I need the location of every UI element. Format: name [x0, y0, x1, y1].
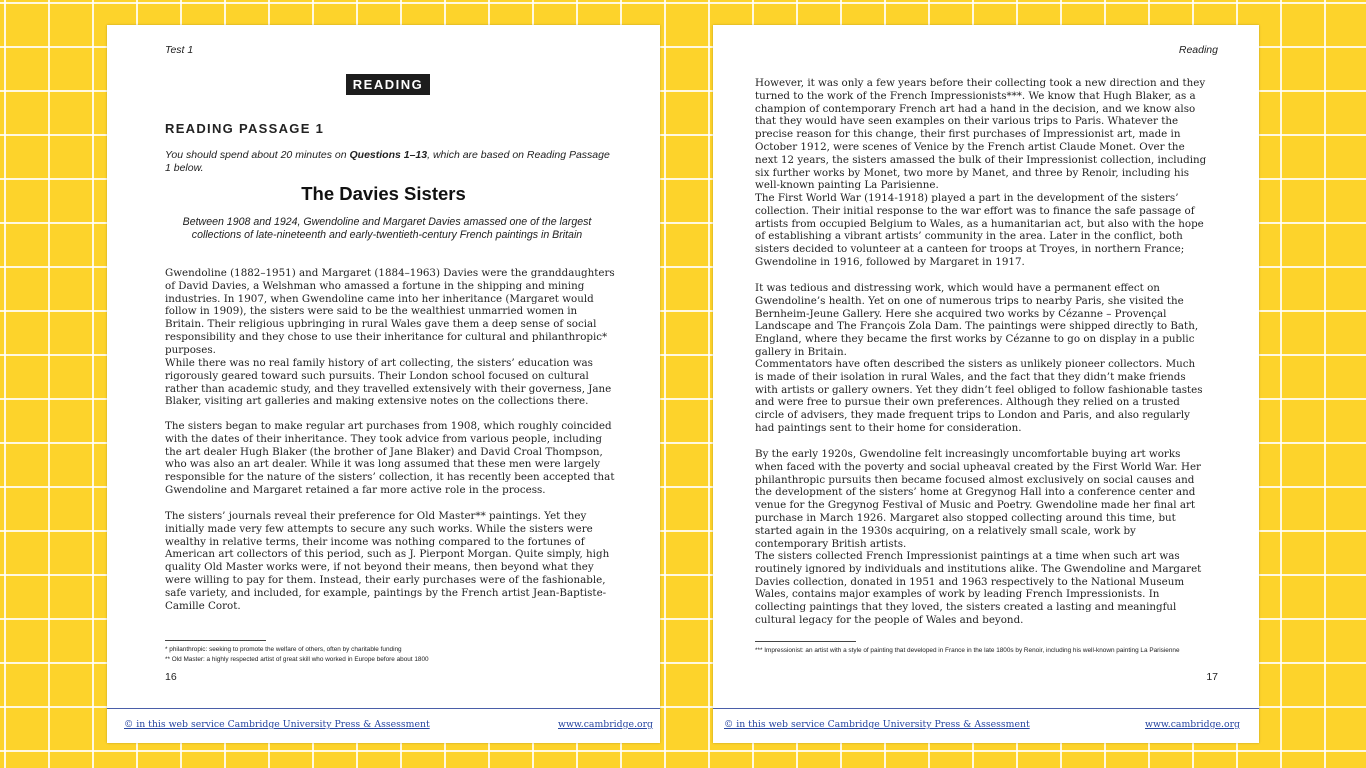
- footnote: * philanthropic: seeking to promote the welfare of others, often by charitable funding: [165, 646, 402, 653]
- running-head: Reading: [1178, 44, 1218, 56]
- paragraph: The sisters collected French Impressionist paintings at a time when such art was routinely ignored by individuals and institutions alike. The Gwendoline and Margaret Davies collection, donated in 1951 and 1963 respectively to the National Museum Wales, contains major examples of work by leading French Impressionists. In collecting paintings that they loved, the sisters created a lasting and meaningful cultural legacy for the people of Wales and beyond.: [755, 550, 1202, 626]
- footnote-divider: [165, 640, 266, 641]
- instruction-after: , which are based on Reading Passage 1 below.: [165, 149, 610, 174]
- footnote-divider: [755, 641, 856, 642]
- paragraph: The sisters began to make regular art purchases from 1908, which roughly coincided with the dates of their inheritance. They took advice from various people, including the art dealer Hugh Blaker (the brother of Jane Blaker) and David Croal Thompson, who was also an art dealer. While it was long assumed that these men were largely responsible for the nature of the sisters’ collection, it has recently been accepted that Gwendoline and Margaret retained a far more active role in the process.: [165, 420, 615, 496]
- paragraph: It was tedious and distressing work, which would have a permanent effect on Gwendoline’s health. Yet on one of numerous trips to nearby Paris, she visited the Bernheim-Jeune Gallery. Here she acquired two works by Cézanne – Provençal Landscape and The François Zola Dam. The paintings were shipped directly to Bath, England, where they became the first works by Cézanne to go on display in a public gallery in Britain.: [755, 282, 1199, 358]
- website-link[interactable]: www.cambridge.org: [1144, 719, 1240, 730]
- page-number: 17: [1206, 671, 1218, 683]
- paragraph: Gwendoline (1882–1951) and Margaret (1884–1963) Davies were the granddaughters of David Davies, a Welshman who amassed a fortune in the shipping and mining industries. In 1907, when Gwendoline came into her inheritance (Margaret would follow in 1909), the sisters were said to be the wealthiest unmarried women in Britain. Their religious upbringing in rural Wales gave them a deep sense of social responsibility and they chose to use their inheritance for cultural and philanthropic* purposes.: [165, 267, 615, 356]
- passage-title: The Davies Sisters: [301, 183, 466, 204]
- footnote: *** Impressionist: an artist with a style of painting that developed in France in the late 1800s by Renoir, including his well-known painting La Parisienne: [755, 647, 1180, 654]
- running-head: Test 1: [165, 44, 194, 56]
- paragraph: The First World War (1914-1918) played a part in the development of the sisters’ collection. Their initial response to the war effort was to finance the safe passage of artists from occupied Belgium to Wales, as a humanitarian act, but also with the hope of establishing a vibrant artists’ community in the area. Later in the conflict, both sisters decided to volunteer at a canteen for troops at Troyes, in northern France; Gwendoline in 1916, followed by Margaret in 1917.: [755, 192, 1204, 268]
- page-number: 16: [165, 671, 177, 683]
- copyright-link[interactable]: © in this web service Cambridge University Press & Assessment: [124, 719, 430, 730]
- right-page: [713, 25, 1259, 743]
- paragraph: However, it was only a few years before their collecting took a new direction and they turned to the work of the French Impressionists***. We know that Hugh Blaker, as a champion of contemporary French art had a hand in the decision, and we know also that they would have seen examples on their various trips to Paris. Whatever the precise reason for this change, their first purchases of Impressionist art, made in October 1912, were scenes of Venice by the French artist Claude Monet. Over the next 12 years, the sisters amassed the bulk of their Impressionist collection, including six further works by Monet, two more by Manet, and three by Renoir, including his well-known painting La Parisienne.: [755, 77, 1207, 192]
- instruction-before: You should spend about 20 minutes on: [165, 149, 350, 161]
- copyright-link[interactable]: © in this web service Cambridge University Press & Assessment: [724, 719, 1030, 730]
- instruction-questions: Questions 1–13: [349, 149, 428, 161]
- footer-divider: [107, 708, 660, 709]
- paragraph: While there was no real family history of art collecting, the sisters’ education was rigorously geared toward such pursuits. Their London school focused on cultural rather than academic study, and they travelled extensively with their governess, Jane Blaker, visiting art galleries and making extensive notes on the collections there.: [165, 357, 612, 408]
- paragraph: Commentators have often described the sisters as unlikely pioneer collectors. Much is made of their isolation in rural Wales, and the fact that they didn’t make friends with artists or gallery owners. Yet they didn’t feel obliged to follow fashionable tastes and were free to pursue their own preferences. Although they relied on a trusted circle of advisers, they made frequent trips to London and Paris, and also regularly had paintings sent to their home for consideration.: [755, 358, 1203, 434]
- passage-heading: READING PASSAGE 1: [165, 121, 325, 136]
- instruction-text: [165, 149, 615, 175]
- website-link[interactable]: www.cambridge.org: [558, 719, 654, 730]
- paragraph: The sisters’ journals reveal their preference for Old Master** paintings. Yet they initially made very few attempts to secure any such works. While the sisters were wealthy in relative terms, their income was nothing compared to the fortunes of American art collectors of this period, such as J. Pierpont Morgan. Quite simply, high quality Old Master works were, if not beyond their means, then beyond what they were willing to pay for them. Instead, their early purchases were of the fashionable, safe variety, and included, for example, paintings by the French artist Jean-Baptiste-Camille Corot.: [165, 510, 610, 612]
- footnote: ** Old Master: a highly respected artist of great skill who worked in Europe before about 1800: [165, 656, 429, 663]
- paragraph: By the early 1920s, Gwendoline felt increasingly uncomfortable buying art works when faced with the poverty and social upheaval created by the First World War. Her philanthropic pursuits then became focused almost exclusively on social causes and the development of the sisters’ home at Gregynog Hall into a conference center and venue for the Gregynog Festival of Music and Poetry. Gwendoline made her final art purchase in March 1926. Margaret also stopped collecting around this time, but started again in the 1930s acquiring, on a relatively small scale, work by contemporary British artists.: [755, 448, 1201, 550]
- section-badge: READING: [346, 74, 430, 95]
- left-page: [107, 25, 660, 743]
- passage-subtitle: Between 1908 and 1924, Gwendoline and Margaret Davies amassed one of the largest collections of late-nineteenth and early-twentieth-century French paintings in Britain: [182, 216, 592, 241]
- footer-divider: [713, 708, 1259, 709]
